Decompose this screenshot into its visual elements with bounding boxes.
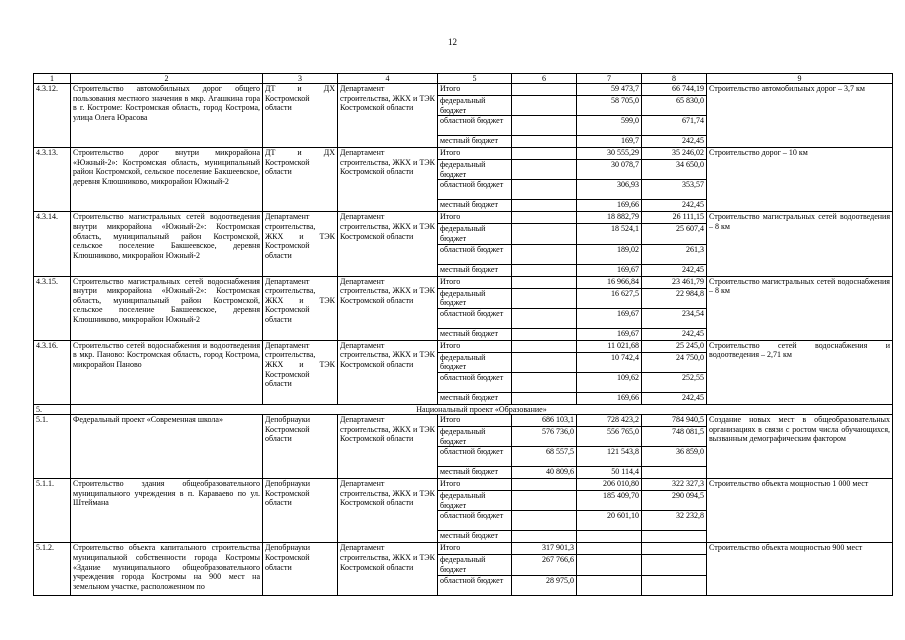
- item-name: Строительство магистральных сетей водоотведения внутри микрорайона «Южный-2»: Костромская область, муниципальный район Костромской, сельское поселение Бакшеевское, деревня Клюшниково, микрорайон Южный-2: [71, 212, 263, 276]
- funding-source: областной бюджет: [438, 511, 512, 531]
- header-cell: 1: [34, 74, 71, 84]
- amount-col6: [512, 276, 577, 288]
- funding-source: Итого: [438, 340, 512, 352]
- amount-col6: [512, 136, 577, 148]
- item-code: 4.3.16.: [34, 340, 71, 404]
- amount-col6: [512, 288, 577, 308]
- amount-col8: 234,54: [642, 308, 707, 328]
- item-executor: Депобрнауки Костромской области: [263, 414, 338, 478]
- item-code: 4.3.12.: [34, 84, 71, 148]
- item-executor: ДТ и ДХ Костромской области: [263, 148, 338, 212]
- amount-col6: [512, 479, 577, 491]
- item-result: Строительство магистральных сетей водоснабжения – 8 км: [707, 276, 893, 340]
- amount-col7: 18 882,79: [577, 212, 642, 224]
- amount-col7: 18 524,1: [577, 224, 642, 244]
- amount-col6: [512, 148, 577, 160]
- funding-source: местный бюджет: [438, 136, 512, 148]
- table-row: [34, 276, 893, 288]
- amount-col7: 169,67: [577, 308, 642, 328]
- amount-col7: 11 021,68: [577, 340, 642, 352]
- item-coexecutor: Департамент строительства, ЖКХ и ТЭК Костромской области: [338, 148, 438, 212]
- amount-col7: 206 010,80: [577, 479, 642, 491]
- funding-source: федеральный бюджет: [438, 160, 512, 180]
- item-result: Строительство дорог – 10 км: [707, 148, 893, 212]
- amount-col8: 290 094,5: [642, 491, 707, 511]
- amount-col8: 65 830,0: [642, 96, 707, 116]
- section-code: 5.: [34, 404, 71, 414]
- amount-col6: [512, 392, 577, 404]
- amount-col7: [577, 555, 642, 575]
- funding-source: Итого: [438, 276, 512, 288]
- header-cell: 6: [512, 74, 577, 84]
- item-name: Строительство здания общеобразовательного муниципального учреждения в п. Караваево по ул. Штеймана: [71, 479, 263, 543]
- item-coexecutor: Департамент строительства, ЖКХ и ТЭК Костромской области: [338, 212, 438, 276]
- budget-table: [33, 73, 893, 596]
- amount-col6: [512, 372, 577, 392]
- amount-col7: 121 543,8: [577, 447, 642, 467]
- item-result: Создание новых мест в общеобразовательных организациях в связи с ростом числа обучающихся, вызванным демографическим фактором: [707, 414, 893, 478]
- header-cell: 8: [642, 74, 707, 84]
- funding-source: областной бюджет: [438, 244, 512, 264]
- section-row: [34, 404, 893, 414]
- amount-col7: 189,02: [577, 244, 642, 264]
- amount-col6: [512, 352, 577, 372]
- funding-source: федеральный бюджет: [438, 352, 512, 372]
- amount-col8: 22 984,8: [642, 288, 707, 308]
- item-result: Строительство автомобильных дорог – 3,7 км: [707, 84, 893, 148]
- funding-source: Итого: [438, 148, 512, 160]
- amount-col8: 26 111,15: [642, 212, 707, 224]
- item-name: Строительство автомобильных дорог общего пользования местного значения в мкр. Агашкина гора в г. Костроме: Костромская область, город Кострома, улица Олега Юрасова: [71, 84, 263, 148]
- amount-col8: 252,55: [642, 372, 707, 392]
- amount-col6: 267 766,6: [512, 555, 577, 575]
- amount-col6: [512, 511, 577, 531]
- table-row: [34, 414, 893, 426]
- item-coexecutor: Департамент строительства, ЖКХ и ТЭК Костромской области: [338, 479, 438, 543]
- amount-col6: 40 809,6: [512, 467, 577, 479]
- amount-col6: [512, 264, 577, 276]
- amount-col7: 169,67: [577, 264, 642, 276]
- funding-source: областной бюджет: [438, 180, 512, 200]
- amount-col6: 28 975,0: [512, 575, 577, 595]
- amount-col7: [577, 575, 642, 595]
- amount-col7: 16 966,84: [577, 276, 642, 288]
- item-result: Строительство объекта мощностью 900 мест: [707, 543, 893, 595]
- funding-source: Итого: [438, 414, 512, 426]
- header-cell: 5: [438, 74, 512, 84]
- amount-col7: 306,93: [577, 180, 642, 200]
- item-name: Строительство дорог внутри микрорайона «Южный-2»: Костромская область, муниципальный район Костромской, сельское поселение Бакшеевское, деревня Клюшниково, микрорайон Южный-2: [71, 148, 263, 212]
- amount-col6: [512, 328, 577, 340]
- header-cell: 3: [263, 74, 338, 84]
- item-name: Строительство сетей водоснабжения и водоотведения в мкр. Паново: Костромская область, город Кострома, микрорайон Паново: [71, 340, 263, 404]
- funding-source: местный бюджет: [438, 531, 512, 543]
- item-coexecutor: Департамент строительства, ЖКХ и ТЭК Костромской области: [338, 276, 438, 340]
- amount-col7: 109,62: [577, 372, 642, 392]
- header-cell: 4: [338, 74, 438, 84]
- amount-col8: 25 607,4: [642, 224, 707, 244]
- funding-source: местный бюджет: [438, 200, 512, 212]
- amount-col8: 784 940,5: [642, 414, 707, 426]
- funding-source: федеральный бюджет: [438, 96, 512, 116]
- funding-source: Итого: [438, 479, 512, 491]
- funding-source: федеральный бюджет: [438, 224, 512, 244]
- amount-col8: 35 246,02: [642, 148, 707, 160]
- amount-col8: [642, 555, 707, 575]
- amount-col8: [642, 467, 707, 479]
- amount-col8: 32 232,8: [642, 511, 707, 531]
- amount-col6: [512, 116, 577, 136]
- funding-source: Итого: [438, 543, 512, 555]
- item-executor: Депобрнауки Костромской области: [263, 479, 338, 543]
- amount-col8: 242,45: [642, 392, 707, 404]
- amount-col7: 169,66: [577, 200, 642, 212]
- funding-source: Итого: [438, 212, 512, 224]
- section-title: Национальный проект «Образование»: [71, 404, 893, 414]
- amount-col8: 353,57: [642, 180, 707, 200]
- item-executor: ДТ и ДХ Костромской области: [263, 84, 338, 148]
- item-result: Строительство магистральных сетей водоотведения – 8 км: [707, 212, 893, 276]
- amount-col6: [512, 200, 577, 212]
- item-executor: Департамент строительства, ЖКХ и ТЭК Костромской области: [263, 276, 338, 340]
- amount-col8: 36 859,0: [642, 447, 707, 467]
- amount-col7: 59 473,7: [577, 84, 642, 96]
- funding-source: областной бюджет: [438, 372, 512, 392]
- amount-col8: 242,45: [642, 200, 707, 212]
- funding-source: областной бюджет: [438, 447, 512, 467]
- amount-col6: 686 103,1: [512, 414, 577, 426]
- amount-col7: 20 601,10: [577, 511, 642, 531]
- amount-col7: 169,67: [577, 328, 642, 340]
- item-executor: Депобрнауки Костромской области: [263, 543, 338, 595]
- amount-col7: 16 627,5: [577, 288, 642, 308]
- amount-col7: 50 114,4: [577, 467, 642, 479]
- page-number: 12: [448, 37, 457, 47]
- table-body: [34, 74, 893, 596]
- amount-col7: 30 555,29: [577, 148, 642, 160]
- amount-col8: 34 650,0: [642, 160, 707, 180]
- amount-col8: 242,45: [642, 264, 707, 276]
- item-coexecutor: Департамент строительства, ЖКХ и ТЭК Костромской области: [338, 543, 438, 595]
- amount-col6: [512, 96, 577, 116]
- amount-col8: 242,45: [642, 328, 707, 340]
- funding-source: местный бюджет: [438, 392, 512, 404]
- funding-source: областной бюджет: [438, 308, 512, 328]
- item-result: Строительство объекта мощностью 1 000 мест: [707, 479, 893, 543]
- funding-source: областной бюджет: [438, 116, 512, 136]
- table-row: [34, 148, 893, 160]
- funding-source: федеральный бюджет: [438, 426, 512, 446]
- item-coexecutor: Департамент строительства, ЖКХ и ТЭК Костромской области: [338, 84, 438, 148]
- amount-col8: [642, 575, 707, 595]
- item-executor: Департамент строительства, ЖКХ и ТЭК Костромской области: [263, 212, 338, 276]
- item-name: Федеральный проект «Современная школа»: [71, 414, 263, 478]
- item-name: Строительство магистральных сетей водоснабжения внутри микрорайона «Южный-2»: Костромская область, муниципальный район Костромской, сельское поселение Бакшеевское, деревня Клюшниково, микрорайон Южный-2: [71, 276, 263, 340]
- item-code: 4.3.15.: [34, 276, 71, 340]
- amount-col8: 242,45: [642, 136, 707, 148]
- header-cell: 7: [577, 74, 642, 84]
- amount-col8: 322 327,3: [642, 479, 707, 491]
- table-row: [34, 212, 893, 224]
- amount-col6: 68 557,5: [512, 447, 577, 467]
- item-code: 5.1.2.: [34, 543, 71, 595]
- amount-col8: [642, 543, 707, 555]
- amount-col8: 671,74: [642, 116, 707, 136]
- table-row: [34, 340, 893, 352]
- item-name: Строительство объекта капитального строительства муниципальной собственности города Костромы «Здание муниципального общеобразовательного учреждения города Костромы на 900 мест на земельном участке, расположенном по: [71, 543, 263, 595]
- amount-col7: 556 765,0: [577, 426, 642, 446]
- amount-col6: 576 736,0: [512, 426, 577, 446]
- amount-col8: 66 744,19: [642, 84, 707, 96]
- amount-col6: [512, 531, 577, 543]
- amount-col6: [512, 212, 577, 224]
- funding-source: Итого: [438, 84, 512, 96]
- item-code: 5.1.: [34, 414, 71, 478]
- table-row: [34, 84, 893, 96]
- amount-col7: 30 078,7: [577, 160, 642, 180]
- amount-col6: [512, 224, 577, 244]
- amount-col8: [642, 531, 707, 543]
- item-executor: Департамент строительства, ЖКХ и ТЭК Костромской области: [263, 340, 338, 404]
- amount-col7: [577, 531, 642, 543]
- table-row: [34, 543, 893, 555]
- item-code: 4.3.13.: [34, 148, 71, 212]
- amount-col7: 169,7: [577, 136, 642, 148]
- table-row: [34, 479, 893, 491]
- amount-col7: 10 742,4: [577, 352, 642, 372]
- header-cell: 9: [707, 74, 893, 84]
- amount-col7: 728 423,2: [577, 414, 642, 426]
- amount-col8: 748 081,5: [642, 426, 707, 446]
- funding-source: федеральный бюджет: [438, 491, 512, 511]
- item-coexecutor: Департамент строительства, ЖКХ и ТЭК Костромской области: [338, 340, 438, 404]
- funding-source: областной бюджет: [438, 575, 512, 595]
- amount-col6: 317 901,3: [512, 543, 577, 555]
- funding-source: местный бюджет: [438, 328, 512, 340]
- amount-col7: 58 705,0: [577, 96, 642, 116]
- funding-source: федеральный бюджет: [438, 555, 512, 575]
- amount-col7: 185 409,70: [577, 491, 642, 511]
- header-cell: 2: [71, 74, 263, 84]
- amount-col8: 25 245,0: [642, 340, 707, 352]
- amount-col6: [512, 308, 577, 328]
- header-row: [34, 74, 893, 84]
- funding-source: местный бюджет: [438, 467, 512, 479]
- amount-col6: [512, 244, 577, 264]
- item-code: 5.1.1.: [34, 479, 71, 543]
- amount-col6: [512, 491, 577, 511]
- funding-source: местный бюджет: [438, 264, 512, 276]
- item-code: 4.3.14.: [34, 212, 71, 276]
- amount-col6: [512, 340, 577, 352]
- item-result: Строительство сетей водоснабжения и водоотведения – 2,71 км: [707, 340, 893, 404]
- amount-col8: 261,3: [642, 244, 707, 264]
- amount-col8: 23 461,79: [642, 276, 707, 288]
- amount-col6: [512, 84, 577, 96]
- amount-col7: 599,0: [577, 116, 642, 136]
- amount-col6: [512, 160, 577, 180]
- amount-col6: [512, 180, 577, 200]
- funding-source: федеральный бюджет: [438, 288, 512, 308]
- item-coexecutor: Департамент строительства, ЖКХ и ТЭК Костромской области: [338, 414, 438, 478]
- amount-col8: 24 750,0: [642, 352, 707, 372]
- amount-col7: [577, 543, 642, 555]
- amount-col7: 169,66: [577, 392, 642, 404]
